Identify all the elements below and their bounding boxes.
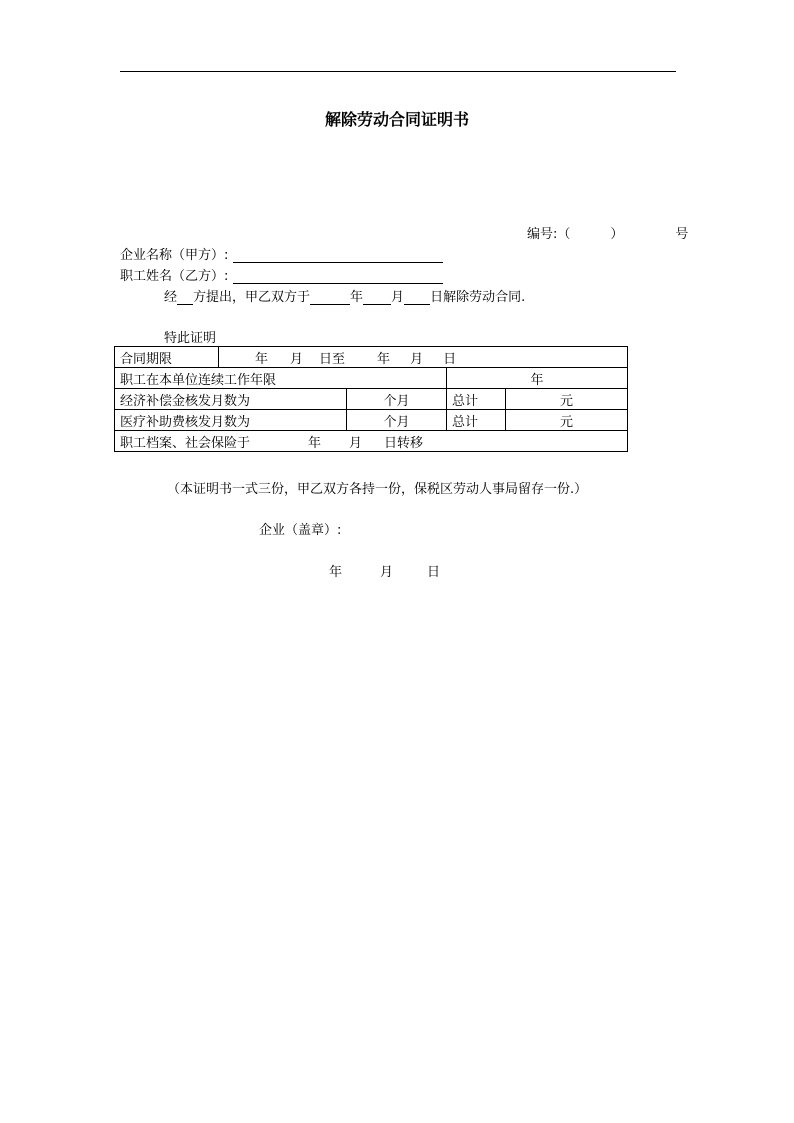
statement-prefix: 经 [164,290,178,305]
contract-period-label: 合同期限 [115,347,219,368]
statement-month: 月 [391,290,405,305]
medical-total-label: 总计 [447,410,506,431]
employee-name-field[interactable] [233,270,443,284]
period-day-2: 日 [443,351,457,367]
document-title: 解除劳动合同证明书 [324,110,469,129]
table-row [115,389,628,410]
statement-mid: 方提出，甲乙双方于 [193,290,311,305]
severance-months[interactable]: 个月 [347,389,447,410]
medical-subsidy-label: 医疗补助费核发月数为 [115,410,347,431]
termination-statement [164,286,525,305]
severance-total-label: 总计 [447,389,506,410]
period-month-1: 月 [290,351,304,367]
day-blank[interactable] [404,291,430,305]
employee-label: 职工姓名（乙方）: [120,269,229,284]
records-transfer-label: 职工档案、社会保险于 [120,435,251,451]
table-row [115,347,628,368]
period-month-2: 月 [410,351,424,367]
transfer-month: 月 [349,435,363,451]
period-year-1: 年 [255,351,269,367]
medical-total-value[interactable]: 元 [506,410,628,431]
party-blank[interactable] [177,291,193,305]
statement-year: 年 [350,290,364,305]
signature-date [329,561,440,580]
date-year: 年 [329,565,343,580]
period-year-2: 年 [377,351,391,367]
number-close: ） [610,227,624,242]
company-seal-label: 企业（盖章）: [259,523,342,538]
company-label: 企业名称（甲方）: [120,248,229,263]
transfer-day: 日转移 [384,435,424,451]
transfer-year: 年 [308,435,322,451]
hereby-certify: 特此证明 [164,331,217,346]
table-row [115,368,628,389]
records-transfer[interactable] [115,431,628,452]
date-month: 月 [380,565,394,580]
period-day-1: 日至 [319,351,346,367]
medical-subsidy-months[interactable]: 个月 [347,410,447,431]
severance-label: 经济补偿金核发月数为 [115,389,347,410]
table-row [115,431,628,452]
certificate-table [114,346,628,452]
service-years-label: 职工在本单位连续工作年限 [115,368,447,389]
document-number [527,223,688,242]
company-name-line [120,244,443,263]
number-suffix: 号 [675,227,689,242]
month-blank[interactable] [363,291,391,305]
statement-day: 日解除劳动合同. [430,290,526,305]
employee-name-line [120,265,443,284]
table-row [115,410,628,431]
service-years-value[interactable]: 年 [447,368,628,389]
copies-note: （本证明书一式三份，甲乙双方各持一份，保税区劳动人事局留存一份.） [167,482,588,497]
year-blank[interactable] [310,291,350,305]
contract-period-value[interactable] [219,347,628,368]
severance-total-value[interactable]: 元 [506,389,628,410]
date-day: 日 [427,565,441,580]
header-rule [120,71,676,72]
number-label: 编号:（ [527,227,571,242]
company-name-field[interactable] [233,249,443,263]
